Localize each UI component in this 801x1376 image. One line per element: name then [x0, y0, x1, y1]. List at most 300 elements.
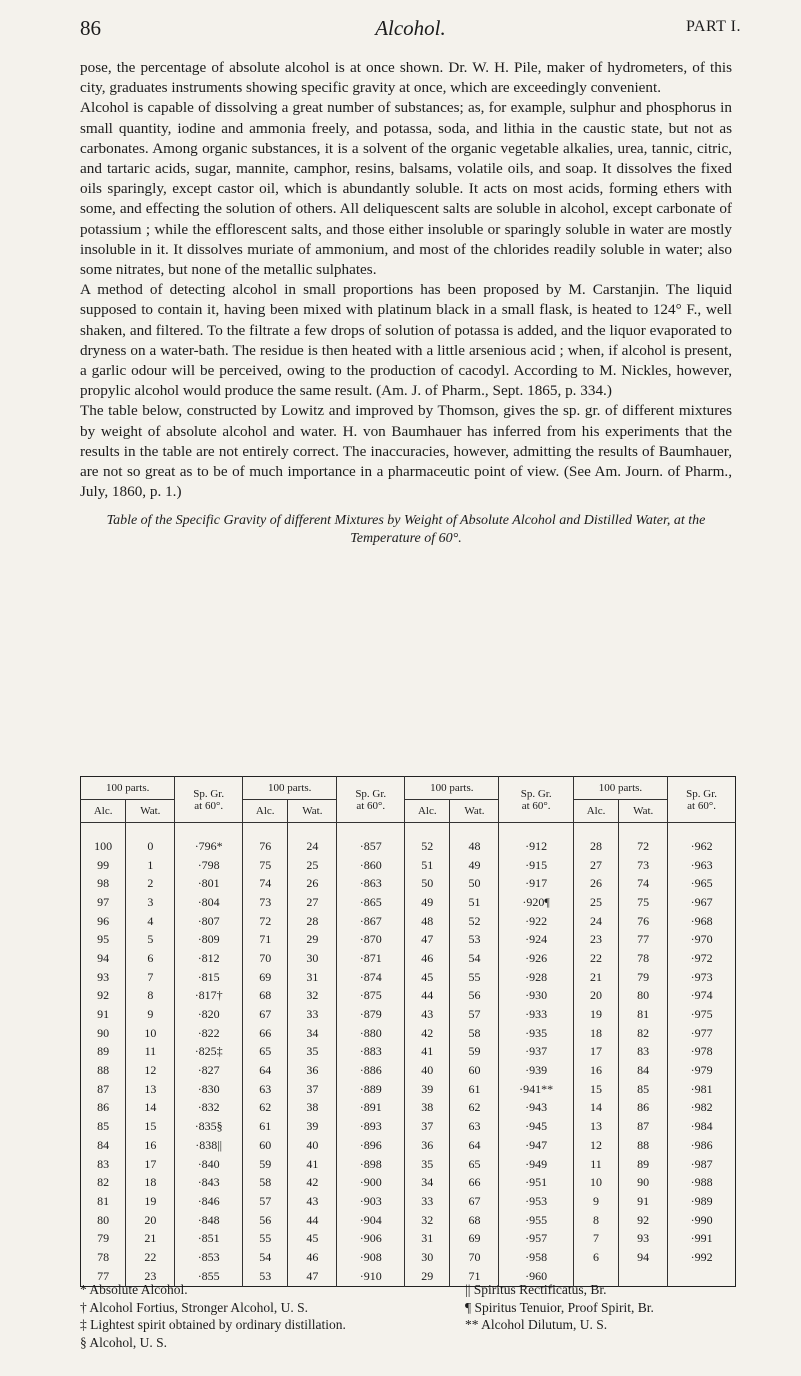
- table-cell: ·986: [668, 1136, 736, 1155]
- table-cell: ·915: [499, 856, 573, 875]
- table-cell: ·820: [175, 1005, 243, 1024]
- table-cell: ·968: [668, 912, 736, 931]
- table-row: [81, 949, 736, 968]
- table-cell: ·860: [337, 856, 405, 875]
- table-cell: 70: [243, 949, 288, 968]
- table-cell: 59: [450, 1043, 499, 1062]
- table-cell: ·943: [499, 1099, 573, 1118]
- table-cell: 42: [288, 1173, 337, 1192]
- table-cell: 38: [288, 1099, 337, 1118]
- table-cell: ·990: [668, 1211, 736, 1230]
- sp-gr-header: Sp. Gr. at 60°.: [337, 777, 405, 823]
- table-cell: 30: [288, 949, 337, 968]
- alc-header: Alc.: [243, 800, 288, 823]
- table-cell: ·988: [668, 1173, 736, 1192]
- table-cell: 73: [243, 893, 288, 912]
- table-cell: ·975: [668, 1005, 736, 1024]
- table-cell: 67: [243, 1005, 288, 1024]
- table-cell: 93: [97, 969, 110, 984]
- table-cell: ·912: [499, 823, 573, 856]
- table-row: [81, 1043, 736, 1062]
- table-cell: ·953: [499, 1192, 573, 1211]
- sp-gr-header: Sp. Gr. at 60°.: [499, 777, 573, 823]
- table-cell: 47: [288, 1267, 337, 1286]
- table-cell: 56: [450, 987, 499, 1006]
- table-cell: 98: [97, 876, 110, 891]
- table-cell: 90: [619, 1173, 668, 1192]
- table-cell: 6: [126, 949, 175, 968]
- table-cell: ·889: [337, 1080, 405, 1099]
- table-cell: 12: [573, 1136, 618, 1155]
- table-cell: 24: [288, 823, 337, 856]
- table-cell: 36: [288, 1061, 337, 1080]
- table-cell: 7: [126, 968, 175, 987]
- table-cell: 54: [450, 949, 499, 968]
- table-cell: 15: [126, 1117, 175, 1136]
- table-cell: 34: [288, 1024, 337, 1043]
- table-cell: ·817†: [175, 987, 243, 1006]
- table-row: [81, 1173, 736, 1192]
- table-cell: ·838||: [175, 1136, 243, 1155]
- table-cell: ·979: [668, 1061, 736, 1080]
- table-cell: ·883: [337, 1043, 405, 1062]
- table-cell: 21: [126, 1229, 175, 1248]
- table-cell: ·827: [175, 1061, 243, 1080]
- table-cell: 20: [573, 987, 618, 1006]
- table-cell: 49: [405, 893, 450, 912]
- table-cell: 66: [243, 1024, 288, 1043]
- table-cell: 49: [450, 856, 499, 875]
- table-cell: ·804: [175, 893, 243, 912]
- table-row: [81, 1024, 736, 1043]
- table-cell: ·930: [499, 987, 573, 1006]
- table-cell: 88: [97, 1063, 110, 1078]
- table-cell: 81: [97, 1193, 110, 1208]
- table-cell: 48: [450, 823, 499, 856]
- table-cell: 16: [573, 1061, 618, 1080]
- table-cell: ·874: [337, 968, 405, 987]
- table-cell: 19: [126, 1192, 175, 1211]
- table-cell: ·935: [499, 1024, 573, 1043]
- table-cell: 19: [573, 1005, 618, 1024]
- table-cell: 46: [405, 949, 450, 968]
- table-cell: 92: [97, 988, 110, 1003]
- table-cell: ·871: [337, 949, 405, 968]
- table-cell: ·807: [175, 912, 243, 931]
- table-cell: ·863: [337, 874, 405, 893]
- footnote: ‡ Lightest spirit obtained by ordinary distillation.: [80, 1317, 346, 1332]
- table-cell: 66: [450, 1173, 499, 1192]
- table-cell: 60: [243, 1136, 288, 1155]
- table-row: [81, 1155, 736, 1174]
- table-cell: ·830: [175, 1080, 243, 1099]
- table-cell: ·972: [668, 949, 736, 968]
- table-cell: 25: [288, 856, 337, 875]
- table-row: [81, 823, 736, 856]
- table-cell: ·926: [499, 949, 573, 968]
- table-cell: 90: [97, 1025, 110, 1040]
- table-cell: 45: [405, 968, 450, 987]
- table-cell: 86: [97, 1100, 110, 1115]
- table-cell: 23: [126, 1267, 175, 1286]
- wat-header: Wat.: [288, 800, 337, 823]
- table-cell: 81: [619, 1005, 668, 1024]
- footnote: * Absolute Alcohol.: [80, 1282, 188, 1297]
- table-cell: 52: [405, 823, 450, 856]
- table-cell: 75: [243, 856, 288, 875]
- table-row: [81, 874, 736, 893]
- table-cell: 32: [405, 1211, 450, 1230]
- table-cell: 9: [126, 1005, 175, 1024]
- table-cell: 43: [288, 1192, 337, 1211]
- table-cell: 48: [405, 912, 450, 931]
- table-cell: ·798: [175, 856, 243, 875]
- table-row: [81, 893, 736, 912]
- table-cell: 21: [573, 968, 618, 987]
- table-cell: ·848: [175, 1211, 243, 1230]
- paragraph: The table below, constructed by Lowitz and improved by Thomson, gives the sp. gr. of different mixtures by weight of absolute alcohol and water. H. von Baumhauer has inferred from his experiments that the results in the table are not entirely correct. The inaccuracies, however, admitting the results of Baumhauer, are not so great as to be of much importance in a pharmaceutic point of view. (See Am. Journ. of Pharm., July, 1860, p. 1.): [80, 402, 732, 501]
- table-cell: 53: [450, 930, 499, 949]
- table-cell: 6: [573, 1248, 618, 1267]
- table-cell: 5: [126, 930, 175, 949]
- table-row: [81, 1136, 736, 1155]
- table-cell: 95: [97, 932, 110, 947]
- table-cell: 51: [450, 893, 499, 912]
- table-cell: ·945: [499, 1117, 573, 1136]
- table-cell: 91: [619, 1192, 668, 1211]
- table-cell: 16: [126, 1136, 175, 1155]
- table-cell: 84: [97, 1137, 110, 1152]
- table-cell: 30: [405, 1248, 450, 1267]
- table-row: [81, 1192, 736, 1211]
- table-cell: 34: [405, 1173, 450, 1192]
- running-header: [80, 16, 741, 46]
- table-cell: 31: [288, 968, 337, 987]
- table-cell: 0: [126, 823, 175, 856]
- table-cell: ·857: [337, 823, 405, 856]
- table-row: [81, 1061, 736, 1080]
- table-cell: 72: [619, 823, 668, 856]
- table-cell: ·812: [175, 949, 243, 968]
- table-cell: ·846: [175, 1192, 243, 1211]
- table-cell: 18: [573, 1024, 618, 1043]
- table-cell: ·991: [668, 1229, 736, 1248]
- table-cell: ·958: [499, 1248, 573, 1267]
- table-row: [81, 1099, 736, 1118]
- table-cell: ·982: [668, 1099, 736, 1118]
- table-cell: 67: [450, 1192, 499, 1211]
- table-cell: ·955: [499, 1211, 573, 1230]
- wat-header: Wat.: [450, 800, 499, 823]
- table-cell: 27: [573, 856, 618, 875]
- table-cell: ·960: [499, 1267, 573, 1286]
- table-cell: 64: [450, 1136, 499, 1155]
- table-cell: ·853: [175, 1248, 243, 1267]
- table-row: [81, 987, 736, 1006]
- table-cell: 58: [243, 1173, 288, 1192]
- table-cell: 73: [619, 856, 668, 875]
- footnote: || Spiritus Rectificatus, Br.: [465, 1282, 607, 1297]
- table-cell: 15: [573, 1080, 618, 1099]
- table-cell: 93: [619, 1229, 668, 1248]
- table-cell: 2: [126, 874, 175, 893]
- table-cell: 62: [243, 1099, 288, 1118]
- table-cell: 39: [405, 1080, 450, 1099]
- table-cell: 94: [97, 950, 110, 965]
- body-text: [80, 58, 732, 547]
- table-cell: 63: [450, 1117, 499, 1136]
- table-row: [81, 856, 736, 875]
- table-cell: 72: [243, 912, 288, 931]
- table-cell: 78: [619, 949, 668, 968]
- footnote: § Alcohol, U. S.: [80, 1334, 168, 1350]
- table-cell: 44: [405, 987, 450, 1006]
- table-cell: 32: [288, 987, 337, 1006]
- table-cell: 50: [450, 874, 499, 893]
- table-cell: ·973: [668, 968, 736, 987]
- table-cell: 14: [126, 1099, 175, 1118]
- table-cell: ·904: [337, 1211, 405, 1230]
- table-cell: 29: [405, 1267, 450, 1286]
- table-cell: ·922: [499, 912, 573, 931]
- table-cell: ·941**: [499, 1080, 573, 1099]
- part-label: PART I.: [685, 18, 741, 35]
- table-cell: 10: [126, 1024, 175, 1043]
- table-cell: 51: [405, 856, 450, 875]
- table-cell: ·981: [668, 1080, 736, 1099]
- table-cell: ·937: [499, 1043, 573, 1062]
- table-caption: Table of the Specific Gravity of different Mixtures by Weight of Absolute Alcohol and Distilled Water, at the Temperature of 60°.: [106, 513, 706, 546]
- paragraph: A method of detecting alcohol in small proportions has been proposed by M. Carstanjin. The liquid supposed to contain it, having been mixed with platinum black in a small flask, is heated to 124° F., well shaken, and filtered. To the filtrate a few drops of solution of potassa is added, and the liquor evaporated to dryness on a water-bath. The residue is then heated with a little arsenious acid ; when, if alcohol is present, a garlic odour will be perceived, owing to the production of cacodyl. According to M. Nickles, however, propylic alcohol would produce the same result. (Am. J. of Pharm., Sept. 1865, p. 334.): [80, 281, 732, 400]
- table-cell: 35: [288, 1043, 337, 1062]
- wat-header: Wat.: [126, 800, 175, 823]
- table-cell: ·896: [337, 1136, 405, 1155]
- table-row: [81, 1229, 736, 1248]
- table-cell: 27: [288, 893, 337, 912]
- table-cell: 79: [97, 1231, 110, 1246]
- table-cell: 78: [97, 1249, 110, 1264]
- table-cell: ·801: [175, 874, 243, 893]
- table-cell: ·933: [499, 1005, 573, 1024]
- table-cell: 61: [450, 1080, 499, 1099]
- table-cell: 33: [405, 1192, 450, 1211]
- table-cell: 10: [573, 1173, 618, 1192]
- table-cell: 43: [405, 1005, 450, 1024]
- table-cell: 74: [243, 874, 288, 893]
- table-cell: 52: [450, 912, 499, 931]
- table-cell: ·900: [337, 1173, 405, 1192]
- table-cell: 77: [619, 930, 668, 949]
- table-cell: 14: [573, 1099, 618, 1118]
- table-cell: 55: [450, 968, 499, 987]
- table-cell: ·832: [175, 1099, 243, 1118]
- table-cell: ·957: [499, 1229, 573, 1248]
- table-cell: 71: [450, 1267, 499, 1286]
- table-cell: ·851: [175, 1229, 243, 1248]
- table-cell: ·908: [337, 1248, 405, 1267]
- table-cell: 25: [573, 893, 618, 912]
- table-cell: 13: [126, 1080, 175, 1099]
- table-cell: 12: [126, 1061, 175, 1080]
- table-cell: 91: [97, 1007, 110, 1022]
- table-cell: 94: [619, 1248, 668, 1267]
- footnotes-left: [80, 1281, 346, 1351]
- table-cell: ·891: [337, 1099, 405, 1118]
- table-cell: ·951: [499, 1173, 573, 1192]
- footnote: ¶ Spiritus Tenuior, Proof Spirit, Br.: [465, 1299, 654, 1315]
- table-cell: 44: [288, 1211, 337, 1230]
- sp-gr-header: Sp. Gr. at 60°.: [175, 777, 243, 823]
- table-cell: ·906: [337, 1229, 405, 1248]
- table-cell: 26: [573, 874, 618, 893]
- table-cell: 89: [97, 1044, 110, 1059]
- table-cell: 17: [126, 1155, 175, 1174]
- paragraph: pose, the percentage of absolute alcohol is at once shown. Dr. W. H. Pile, maker of hydrometers, of this city, graduates instruments showing specific gravity at once, which are exceedingly convenient.: [80, 59, 732, 97]
- group-header: 100 parts.: [573, 777, 667, 800]
- alc-header: Alc.: [405, 800, 450, 823]
- table-cell: 68: [450, 1211, 499, 1230]
- table-cell: ·865: [337, 893, 405, 912]
- table-cell: 76: [619, 912, 668, 931]
- table-cell: 86: [619, 1099, 668, 1118]
- table-cell: ·939: [499, 1061, 573, 1080]
- table-cell: ·924: [499, 930, 573, 949]
- group-header: 100 parts.: [81, 777, 175, 800]
- paragraph: Alcohol is capable of dissolving a great number of substances; as, for example, sulphur and phosphorus in small quantity, iodine and ammonia freely, and potassa, soda, and lithia in the caustic state, but not as carbonates. Among organic substances, it is a solvent of the organic vegetable alkalies, urea, tannic, citric, and tartaric acids, sugar, mannite, camphor, resins, balsams, volatile oils, and soap. It dissolves the fixed oils sparingly, except castor oil, which is abundantly soluble. It acts on most acids, forming ethers with some, and effecting the solution of others. All deliquescent salts are soluble in alcohol, except carbonate of potassium ; while the efflorescent salts, and those either insoluble or sparingly soluble in water are mostly insoluble in it. It dissolves muriate of ammonium, and most of the chlorides readily soluble in water; also some nitrates, but none of the metallic sulphates.: [80, 99, 732, 279]
- table-row: [81, 1117, 736, 1136]
- footnotes-right: [465, 1281, 654, 1334]
- table-cell: ·879: [337, 1005, 405, 1024]
- table-cell: 82: [619, 1024, 668, 1043]
- table-cell: 58: [450, 1024, 499, 1043]
- table-cell: 87: [97, 1081, 110, 1096]
- table-cell: 18: [126, 1173, 175, 1192]
- table-cell: 96: [97, 913, 110, 928]
- table-cell: 83: [97, 1156, 110, 1171]
- table-cell: 61: [243, 1117, 288, 1136]
- table-cell: [668, 1267, 736, 1286]
- table-cell: 54: [243, 1248, 288, 1267]
- table-cell: 22: [573, 949, 618, 968]
- footnote: † Alcohol Fortius, Stronger Alcohol, U. S.: [80, 1299, 309, 1315]
- table-cell: ·840: [175, 1155, 243, 1174]
- table-cell: 76: [243, 823, 288, 856]
- table-cell: 100: [94, 838, 113, 853]
- table-cell: ·963: [668, 856, 736, 875]
- table-cell: ·917: [499, 874, 573, 893]
- running-title: Alcohol.: [375, 16, 446, 40]
- table-cell: 47: [405, 930, 450, 949]
- table-cell: 83: [619, 1043, 668, 1062]
- table-cell: 69: [450, 1229, 499, 1248]
- table-cell: 1: [126, 856, 175, 875]
- footnote: ** Alcohol Dilutum, U. S.: [465, 1317, 608, 1332]
- table-cell: 64: [243, 1061, 288, 1080]
- table-cell: 31: [405, 1229, 450, 1248]
- table-cell: 85: [619, 1080, 668, 1099]
- table-cell: ·843: [175, 1173, 243, 1192]
- table-cell: ·809: [175, 930, 243, 949]
- table-row: [81, 912, 736, 931]
- table-cell: 87: [619, 1117, 668, 1136]
- table-cell: 84: [619, 1061, 668, 1080]
- table-cell: ·978: [668, 1043, 736, 1062]
- table-cell: 38: [405, 1099, 450, 1118]
- alc-header: Alc.: [81, 800, 126, 823]
- table-cell: ·898: [337, 1155, 405, 1174]
- table-cell: 7: [573, 1229, 618, 1248]
- table-row: [81, 968, 736, 987]
- table-cell: 29: [288, 930, 337, 949]
- table-cell: 65: [243, 1043, 288, 1062]
- table-cell: 57: [243, 1192, 288, 1211]
- specific-gravity-table: [80, 776, 736, 1287]
- table-cell: 37: [288, 1080, 337, 1099]
- sp-gr-header: Sp. Gr. at 60°.: [668, 777, 736, 823]
- table-cell: 69: [243, 968, 288, 987]
- table-cell: 70: [450, 1248, 499, 1267]
- table-cell: ·835§: [175, 1117, 243, 1136]
- table-cell: 28: [573, 823, 618, 856]
- table-cell: 63: [243, 1080, 288, 1099]
- table-cell: 74: [619, 874, 668, 893]
- table-cell: 59: [243, 1155, 288, 1174]
- table-row: [81, 1005, 736, 1024]
- table-cell: 62: [450, 1099, 499, 1118]
- table-cell: 45: [288, 1229, 337, 1248]
- table-cell: ·867: [337, 912, 405, 931]
- table-cell: 13: [573, 1117, 618, 1136]
- table-cell: 40: [288, 1136, 337, 1155]
- table-cell: 92: [619, 1211, 668, 1230]
- table-row: [81, 1080, 736, 1099]
- table-cell: ·974: [668, 987, 736, 1006]
- table-cell: ·967: [668, 893, 736, 912]
- table-cell: ·796*: [175, 823, 243, 856]
- table-cell: 24: [573, 912, 618, 931]
- table-cell: 71: [243, 930, 288, 949]
- table-cell: 77: [97, 1268, 110, 1283]
- table-cell: ·893: [337, 1117, 405, 1136]
- group-header: 100 parts.: [243, 777, 337, 800]
- table-cell: 57: [450, 1005, 499, 1024]
- table-cell: 26: [288, 874, 337, 893]
- table-cell: 46: [288, 1248, 337, 1267]
- table-cell: 37: [405, 1117, 450, 1136]
- table-cell: ·989: [668, 1192, 736, 1211]
- table-cell: 85: [97, 1119, 110, 1134]
- table-cell: ·910: [337, 1267, 405, 1286]
- table-cell: 11: [126, 1043, 175, 1062]
- wat-header: Wat.: [619, 800, 668, 823]
- table-cell: ·962: [668, 823, 736, 856]
- table-cell: 35: [405, 1155, 450, 1174]
- table-cell: 33: [288, 1005, 337, 1024]
- table-row: [81, 1248, 736, 1267]
- table-cell: 50: [405, 874, 450, 893]
- alc-header: Alc.: [573, 800, 618, 823]
- table-cell: 3: [126, 893, 175, 912]
- table-cell: 65: [450, 1155, 499, 1174]
- table-cell: 80: [619, 987, 668, 1006]
- table-cell: 17: [573, 1043, 618, 1062]
- table-cell: 42: [405, 1024, 450, 1043]
- table-cell: 80: [97, 1212, 110, 1227]
- table-cell: 56: [243, 1211, 288, 1230]
- table-cell: ·875: [337, 987, 405, 1006]
- page-number: 86: [80, 16, 101, 40]
- table-cell: 8: [126, 987, 175, 1006]
